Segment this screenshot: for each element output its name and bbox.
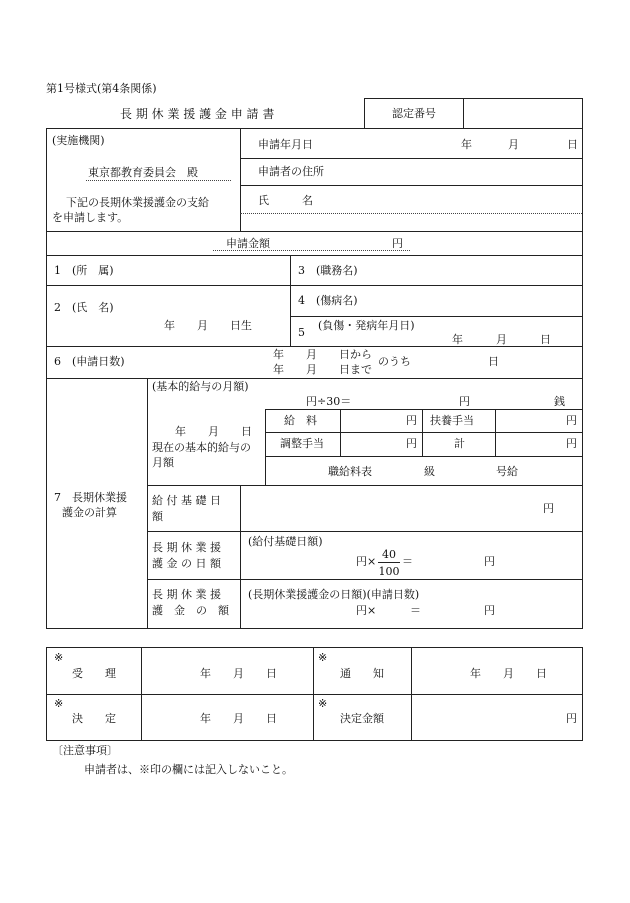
daily-equals: ＝	[402, 555, 413, 568]
decision-mark: ※	[54, 697, 64, 710]
onset-date: 年 月 日	[452, 333, 551, 346]
salary-label: 給 料	[284, 414, 317, 427]
receipt-label: 受 理	[72, 667, 116, 680]
base-monthly-sen: 銭	[554, 395, 565, 408]
application-date-label: 申請年月日	[258, 138, 313, 151]
total-yen-times: 円×	[356, 604, 377, 617]
total-equals: ＝	[410, 604, 421, 617]
form-number: 第1号様式(第4条関係)	[46, 82, 157, 95]
daily-yen-times: 円×	[356, 555, 377, 568]
daily-amount-line2: 護 金 の 日 額	[152, 557, 221, 570]
total-amount-yen: 円	[484, 604, 495, 617]
birth-date: 年 月 日生	[164, 319, 252, 332]
decided-amount-mark: ※	[318, 697, 328, 710]
daily-basis-label: (給付基礎日額)	[248, 535, 323, 548]
adjustment-label: 調整手当	[280, 437, 324, 450]
requested-amount-label: 申請金額	[226, 237, 270, 250]
dependents-yen: 円	[566, 414, 577, 427]
total-amount-line2: 護 金 の 額	[152, 604, 229, 617]
fraction-denominator: 100	[378, 565, 400, 578]
notes-text: 申請者は、※印の欄には記入しないこと。	[84, 763, 293, 776]
salary-yen: 円	[406, 414, 417, 427]
total-amount-line1: 長 期 休 業 援	[152, 588, 221, 601]
receipt-date: 年 月 日	[200, 667, 277, 680]
applicant-name-label: 氏 名	[258, 194, 313, 207]
grade-label: 級	[424, 465, 435, 478]
current-salary-line2: 月額	[152, 456, 174, 469]
application-month[interactable]: 月	[508, 138, 519, 151]
certification-number-value[interactable]	[470, 108, 570, 122]
calc-section-line2: 護金の計算	[62, 506, 117, 519]
base-daily-line1: 給 付 基 礎 日	[152, 494, 221, 507]
decided-amount-label: 決定金額	[340, 712, 384, 725]
daily-amount-line1: 長 期 休 業 援	[152, 541, 221, 554]
requested-amount-unit: 円	[392, 237, 403, 250]
calc-section-line1: 7 長期休業援	[54, 491, 127, 504]
current-date: 年 月 日	[175, 425, 252, 438]
name-label: 2 (氏 名)	[54, 301, 114, 314]
notice-label: 通 知	[340, 667, 384, 680]
request-text-line1: 下記の長期休業援護金の支給	[66, 196, 209, 209]
dependents-label: 扶養手当	[430, 414, 474, 427]
decision-label: 決 定	[72, 712, 116, 725]
application-year[interactable]: 年	[461, 138, 472, 151]
notes-heading: 〔注意事項〕	[52, 744, 118, 757]
fraction-numerator: 40	[382, 548, 396, 561]
daily-yen: 円	[484, 555, 495, 568]
days-to: 年 月 日まで	[273, 363, 372, 376]
days-label: 6 (申請日数)	[54, 355, 125, 368]
total-amount-basis: (長期休業援護金の日額)(申請日数)	[248, 588, 420, 601]
notice-mark: ※	[318, 651, 328, 664]
notice-date: 年 月 日	[470, 667, 547, 680]
application-day[interactable]: 日	[567, 138, 578, 151]
base-daily-line2: 額	[152, 510, 163, 523]
applicant-address-label: 申請者の住所	[258, 165, 324, 178]
injury-label: 4 (傷病名)	[298, 294, 358, 307]
form-title: 長 期 休 業 援 護 金 申 請 書	[120, 107, 275, 121]
days-from: 年 月 日から	[273, 348, 372, 361]
total-label: 計	[454, 437, 465, 450]
institution-label: (実施機関)	[52, 134, 105, 147]
current-salary-line1: 現在の基本的給与の	[152, 441, 251, 454]
step-label: 号給	[496, 465, 518, 478]
decided-amount-yen: 円	[566, 712, 577, 725]
affiliation-label: 1 (所 属)	[54, 264, 114, 277]
addressee: 東京都教育委員会 殿	[88, 166, 198, 179]
request-text-line2: を申請します。	[52, 211, 129, 224]
total-yen: 円	[566, 437, 577, 450]
receipt-mark: ※	[54, 651, 64, 664]
onset-label: (負傷・発病年月日)	[318, 319, 415, 332]
adjustment-yen: 円	[406, 437, 417, 450]
base-monthly-label: (基本的給与の月額)	[152, 380, 249, 393]
base-monthly-div30: 円÷30＝	[306, 395, 352, 408]
base-monthly-yen: 円	[459, 395, 470, 408]
days-unit: 日	[488, 355, 499, 368]
decision-date: 年 月 日	[200, 712, 277, 725]
certification-number-label: 認定番号	[392, 107, 436, 120]
position-label: 3 (職務名)	[298, 264, 358, 277]
base-daily-yen: 円	[543, 502, 554, 515]
onset-number: 5	[298, 326, 305, 339]
days-of: のうち	[378, 355, 411, 368]
salary-table-label: 職給料表	[328, 465, 372, 478]
